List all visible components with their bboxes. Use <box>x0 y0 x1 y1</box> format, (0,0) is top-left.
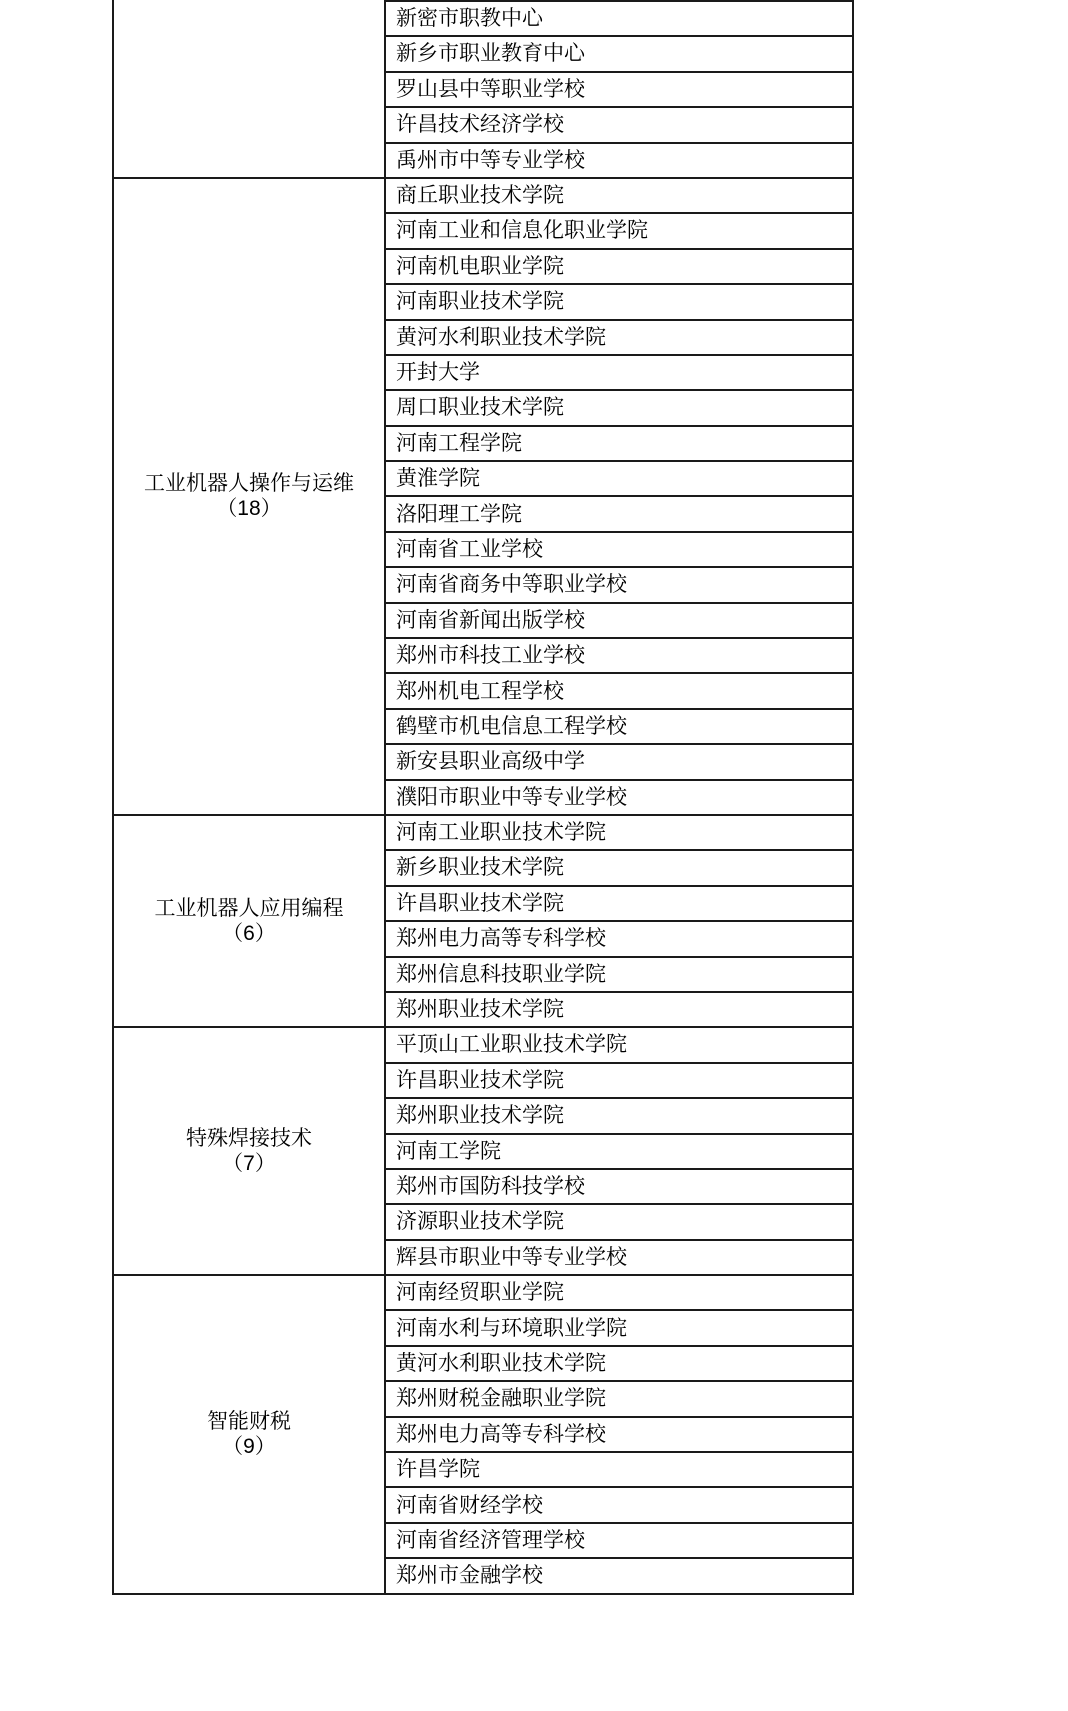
school-name-cell: 河南职业技术学院 <box>385 284 853 319</box>
major-count: （18） <box>216 497 282 521</box>
school-name-cell: 黄河水利职业技术学院 <box>385 320 853 355</box>
school-name-cell: 河南工业和信息化职业学院 <box>385 213 853 248</box>
table-body <box>113 1 853 1594</box>
major-name: 智能财税 <box>207 1410 291 1434</box>
school-name-cell: 河南省财经学校 <box>385 1487 853 1522</box>
table-row <box>113 815 853 850</box>
school-name-cell: 新密市职教中心 <box>385 1 853 36</box>
school-name-cell: 郑州财税金融职业学院 <box>385 1381 853 1416</box>
major-name: 特殊焊接技术 <box>186 1127 312 1150</box>
school-name-cell: 许昌职业技术学院 <box>385 886 853 921</box>
school-name-cell: 周口职业技术学院 <box>385 390 853 425</box>
school-name-cell: 许昌学院 <box>385 1452 853 1487</box>
major-cell <box>113 1275 385 1594</box>
school-name-cell: 河南省工业学校 <box>385 532 853 567</box>
major-cell-continued <box>113 1 385 178</box>
school-name-cell: 郑州信息科技职业学院 <box>385 957 853 992</box>
school-name-cell: 商丘职业技术学院 <box>385 178 853 213</box>
schools-table <box>112 0 854 1595</box>
major-name: 工业机器人操作与运维 <box>144 472 354 496</box>
school-name-cell: 河南经贸职业学院 <box>385 1275 853 1310</box>
school-name-cell: 新乡市职业教育中心 <box>385 36 853 71</box>
school-name-cell: 郑州市金融学校 <box>385 1558 853 1593</box>
school-name-cell: 郑州市国防科技学校 <box>385 1169 853 1204</box>
school-name-cell: 河南省商务中等职业学校 <box>385 567 853 602</box>
school-name-cell: 河南省经济管理学校 <box>385 1523 853 1558</box>
school-name-cell: 郑州市科技工业学校 <box>385 638 853 673</box>
major-count: （7） <box>222 1152 276 1176</box>
school-name-cell: 郑州电力高等专科学校 <box>385 1417 853 1452</box>
school-name-cell: 郑州机电工程学校 <box>385 673 853 708</box>
table-row <box>113 178 853 213</box>
table-row <box>113 1275 853 1310</box>
school-name-cell: 河南工业职业技术学院 <box>385 815 853 850</box>
school-name-cell: 鹤壁市机电信息工程学校 <box>385 709 853 744</box>
school-name-cell: 开封大学 <box>385 355 853 390</box>
school-name-cell: 平顶山工业职业技术学院 <box>385 1027 853 1062</box>
table-row <box>113 1027 853 1062</box>
school-name-cell: 许昌职业技术学院 <box>385 1063 853 1098</box>
school-name-cell: 新安县职业高级中学 <box>385 744 853 779</box>
school-name-cell: 许昌技术经济学校 <box>385 107 853 142</box>
school-name-cell: 新乡职业技术学院 <box>385 850 853 885</box>
school-name-cell: 河南机电职业学院 <box>385 249 853 284</box>
major-count: （9） <box>222 1435 276 1459</box>
school-name-cell: 河南水利与环境职业学院 <box>385 1310 853 1345</box>
school-name-cell: 罗山县中等职业学校 <box>385 72 853 107</box>
school-name-cell: 郑州职业技术学院 <box>385 1098 853 1133</box>
major-cell <box>113 1027 385 1275</box>
school-name-cell: 河南省新闻出版学校 <box>385 603 853 638</box>
school-name-cell: 郑州电力高等专科学校 <box>385 921 853 956</box>
major-cell <box>113 178 385 815</box>
school-name-cell: 郑州职业技术学院 <box>385 992 853 1027</box>
school-name-cell: 黄河水利职业技术学院 <box>385 1346 853 1381</box>
school-name-cell: 河南工程学院 <box>385 426 853 461</box>
school-name-cell: 济源职业技术学院 <box>385 1204 853 1239</box>
major-name: 工业机器人应用编程 <box>154 896 344 920</box>
school-name-cell: 濮阳市职业中等专业学校 <box>385 780 853 815</box>
school-name-cell: 禹州市中等专业学校 <box>385 143 853 178</box>
table-row <box>113 1 853 36</box>
school-name-cell: 河南工学院 <box>385 1134 853 1169</box>
school-name-cell: 洛阳理工学院 <box>385 496 853 531</box>
school-name-cell: 黄淮学院 <box>385 461 853 496</box>
school-name-cell: 辉县市职业中等专业学校 <box>385 1240 853 1275</box>
major-cell <box>113 815 385 1027</box>
major-count: （6） <box>222 922 276 946</box>
